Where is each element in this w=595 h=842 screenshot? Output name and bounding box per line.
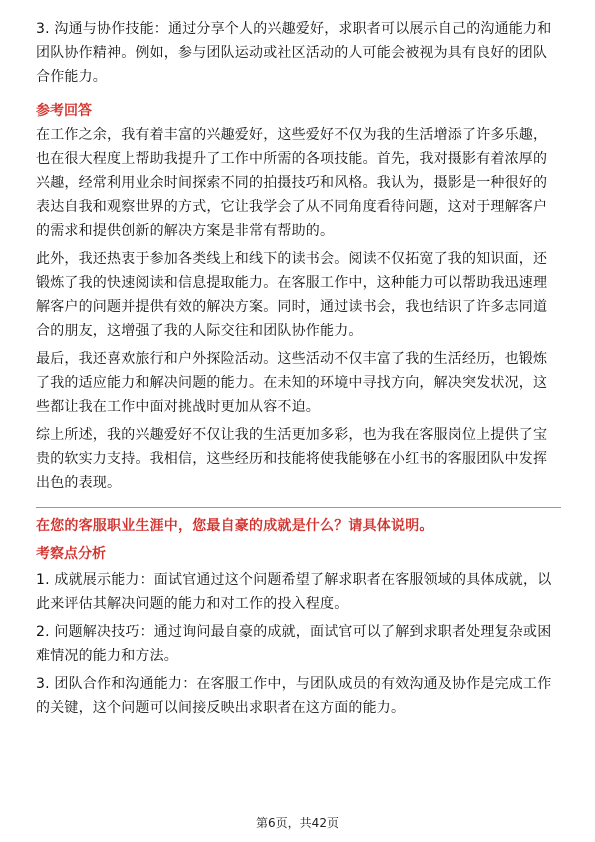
page-content — [36, 17, 561, 724]
point-communication-collaboration: 3. 沟通与协作技能：通过分享个人的兴趣爱好，求职者可以展示自己的沟通能力和团队协作精神。例如，参与团队运动或社区活动的人可能会被视为具有良好的团队合作能力。 — [36, 21, 552, 85]
answer-paragraph: 此外，我还热衷于参加各类线上和线下的读书会。阅读不仅拓宽了我的知识面，还锻炼了我的快速阅读和信息提取能力。在客服工作中，这种能力可以帮助我迅速理解客户的问题并提供有效的解决方案。同时，通过读书会，我也结识了许多志同道合的朋友，这增强了我的人际交往和团队协作能力。 — [36, 251, 548, 339]
analysis-item: 3. 团队合作和沟通能力：在客服工作中，与团队成员的有效沟通及协作是完成工作的关键，这个问题可以间接反映出求职者在这方面的能力。 — [36, 676, 552, 716]
analysis-title: 考察点分析 — [36, 546, 106, 562]
reference-answer-title: 参考回答 — [36, 103, 92, 119]
section-divider — [36, 507, 561, 508]
page-number: 第6页，共42页 — [256, 816, 339, 830]
analysis-item: 2. 问题解决技巧：通过询问最自豪的成就，面试官可以了解到求职者处理复杂或困难情况的能力和方法。 — [36, 624, 552, 664]
answer-paragraph: 最后，我还喜欢旅行和户外探险活动。这些活动不仅丰富了我的生活经历，也锻炼了我的适应能力和解决问题的能力。在未知的环境中寻找方向，解决突发状况，这些都让我在工作中面对挑战时更加从容不迫。 — [36, 351, 548, 415]
answer-paragraph: 综上所述，我的兴趣爱好不仅让我的生活更加多彩，也为我在客服岗位上提供了宝贵的软实力支持。我相信，这些经历和技能将使我能够在小红书的客服团队中发挥出色的表现。 — [36, 427, 548, 491]
analysis-item: 1. 成就展示能力：面试官通过这个问题希望了解求职者在客服领域的具体成就，以此来评估其解决问题的能力和对工作的投入程度。 — [36, 572, 552, 612]
answer-paragraph: 在工作之余，我有着丰富的兴趣爱好，这些爱好不仅为我的生活增添了许多乐趣，也在很大程度上帮助我提升了工作中所需的各项技能。首先，我对摄影有着浓厚的兴趣，经常利用业余时间探索不同的拍摄技巧和风格。我认为，摄影是一种很好的表达自我和观察世界的方式，它让我学会了从不同角度看待问题，这对于理解客户的需求和提供创新的解决方案是非常有帮助的。 — [36, 127, 548, 239]
interview-question: 在您的客服职业生涯中，您最自豪的成就是什么？请具体说明。 — [36, 518, 434, 534]
